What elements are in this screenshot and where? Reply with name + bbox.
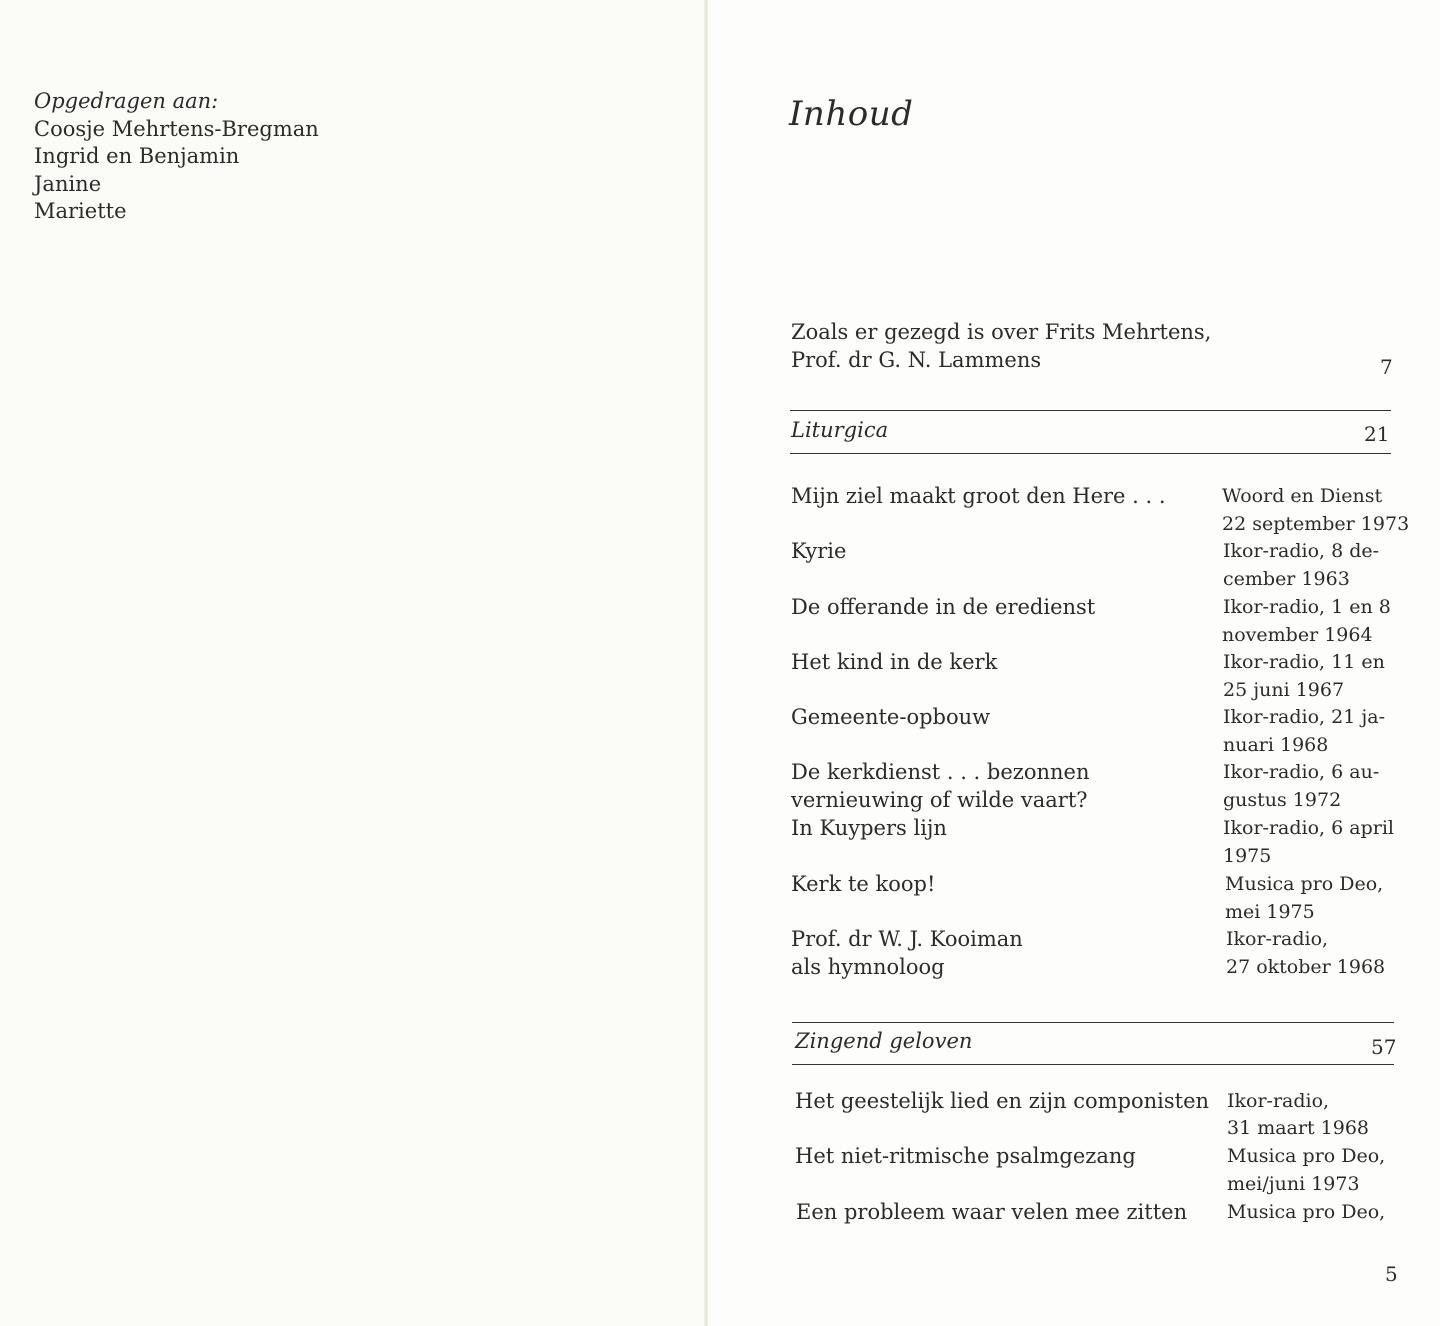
entry-title: Het kind in de kerk (791, 650, 998, 674)
entry-title: als hymnoloog (791, 955, 945, 979)
entry-title: In Kuypers lijn (791, 816, 947, 840)
entry-title: Gemeente-opbouw (791, 705, 991, 729)
entry-source: Musica pro Deo, (1227, 1201, 1386, 1223)
entry-source: mei/juni 1973 (1227, 1173, 1360, 1195)
entry-source: Ikor-radio, 6 april (1223, 817, 1394, 839)
toc-intro-line: Zoals er gezegd is over Frits Mehrtens, (791, 320, 1212, 344)
section-rule-bottom (790, 453, 1391, 454)
dedication-name: Mariette (34, 199, 127, 223)
entry-source: gustus 1972 (1223, 789, 1342, 811)
section-page: 57 (1371, 1035, 1397, 1059)
dedication-name: Coosje Mehrtens-Bregman (34, 116, 319, 141)
entry-source: 31 maart 1968 (1227, 1117, 1369, 1139)
entry-source: Ikor-radio, (1226, 928, 1329, 950)
entry-source: Ikor-radio, 8 de- (1223, 540, 1380, 562)
entry-source: mei 1975 (1225, 901, 1315, 923)
entry-title: vernieuwing of wilde vaart? (791, 788, 1088, 812)
entry-source: Ikor-radio, (1227, 1090, 1330, 1112)
section-page: 21 (1364, 422, 1390, 446)
entry-source: Woord en Dienst (1222, 485, 1383, 507)
entry-title: Kerk te koop! (791, 872, 936, 896)
dedication-name: Ingrid en Benjamin (34, 144, 240, 168)
entry-source: Ikor-radio, 21 ja- (1223, 706, 1385, 728)
dedication-label: Opgedragen aan: (34, 89, 219, 113)
toc-intro-page: 7 (1380, 355, 1393, 379)
toc-intro-author: Prof. dr G. N. Lammens (791, 348, 1042, 372)
entry-source: Ikor-radio, 1 en 8 (1223, 596, 1391, 618)
entry-source: 27 oktober 1968 (1226, 956, 1386, 978)
entry-source: Musica pro Deo, (1227, 1145, 1386, 1167)
entry-title: Mijn ziel maakt groot den Here . . . (791, 484, 1166, 508)
section-rule-top (792, 1022, 1394, 1023)
entry-title: Prof. dr W. J. Kooiman (791, 927, 1023, 951)
entry-title: De kerkdienst . . . bezonnen (791, 760, 1090, 784)
entry-source: Musica pro Deo, (1225, 873, 1384, 895)
entry-source: 25 juni 1967 (1223, 679, 1345, 701)
entry-source: cember 1963 (1223, 568, 1350, 590)
entry-title: Kyrie (791, 539, 847, 563)
entry-title: Het niet-ritmische psalmgezang (795, 1144, 1136, 1168)
entry-source: Ikor-radio, 6 au- (1223, 761, 1380, 783)
entry-source: Ikor-radio, 11 en (1223, 651, 1385, 673)
section-title: Zingend geloven (795, 1029, 973, 1053)
entry-title: Een probleem waar velen mee zitten (796, 1200, 1188, 1224)
section-rule-top (790, 410, 1391, 411)
entry-title: Het geestelijk lied en zijn componisten (795, 1089, 1210, 1113)
dedication (34, 88, 319, 226)
left-page (0, 0, 706, 1326)
entry-source: november 1964 (1222, 624, 1373, 646)
toc-title: Inhoud (789, 94, 914, 134)
section-title: Liturgica (791, 418, 889, 442)
entry-source: 1975 (1223, 845, 1272, 867)
entry-title: De offerande in de eredienst (791, 595, 1096, 619)
entry-source: 22 september 1973 (1222, 513, 1410, 535)
entry-source: nuari 1968 (1223, 734, 1329, 756)
section-rule-bottom (792, 1064, 1394, 1065)
dedication-name: Janine (34, 171, 102, 196)
page-number: 5 (1385, 1262, 1398, 1286)
